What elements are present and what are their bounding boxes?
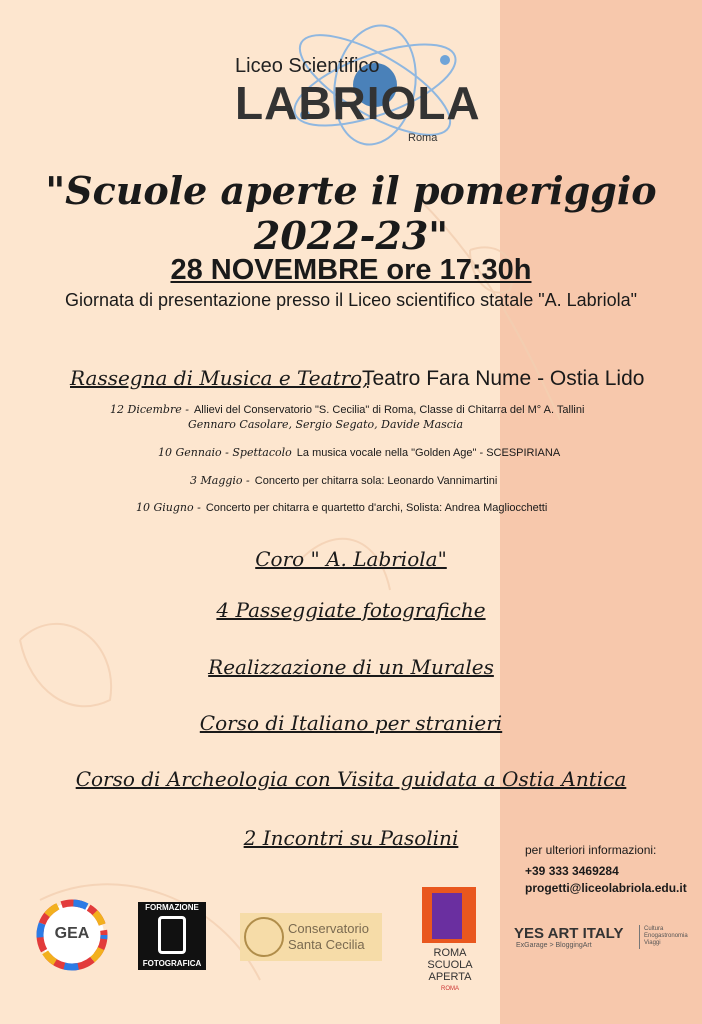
yesart-side: Cultura Enogastronomia Viaggi <box>644 926 688 946</box>
school-logo <box>225 20 481 150</box>
formazione-top: FORMAZIONE <box>145 903 199 912</box>
event-text: Concerto per chitarra e quartetto d'archi, Solista: Andrea Magliocchetti <box>205 502 548 514</box>
activity-item: 4 Passeggiate fotografiche <box>216 598 486 622</box>
roma-scuola-aperta-logo <box>414 887 486 997</box>
roma-text: ROMA SCUOLA APERTA ROMA <box>427 947 473 992</box>
page-title: "Scuole aperte il pomeriggio 2022-23" <box>45 168 657 258</box>
event-date: 12 Dicembre - <box>110 403 189 416</box>
event-row <box>110 403 584 416</box>
event-subtitle: Giornata di presentazione presso il Liceo scientifico statale "A. Labriola" <box>64 290 638 310</box>
formazione-bottom: FOTOGRAFICA <box>142 959 202 968</box>
gea-logo <box>34 897 110 973</box>
event-performers: Gennaro Casolare, Sergio Segato, Davide Mascia <box>188 418 464 431</box>
event-row <box>190 474 497 487</box>
event-text: Allievi del Conservatorio "S. Cecilia" di Roma, Classe di Chitarra del M° A. Tallini <box>193 404 585 416</box>
activity-item: Coro " A. Labriola" <box>255 547 447 571</box>
info-email[interactable]: progetti@liceolabriola.edu.it <box>525 881 687 895</box>
gea-text: GEA <box>54 925 90 942</box>
activity-item: 2 Incontri su Pasolini <box>243 826 459 850</box>
logo-line1: Liceo Scientifico <box>235 55 380 77</box>
formazione-mark-icon <box>158 916 186 954</box>
door-icon <box>422 887 476 943</box>
event-date: 10 Gennaio - Spettacolo <box>158 446 292 459</box>
formazione-logo <box>138 902 206 970</box>
event-row <box>158 446 560 459</box>
event-text: La musica vocale nella "Golden Age" - SCESPIRIANA <box>296 447 561 459</box>
yesart-sub: ExGarage > BloggingArt <box>516 942 592 949</box>
event-date: 10 Giugno - <box>136 501 201 514</box>
rassegna-venue: Teatro Fara Nume - Ostia Lido <box>362 367 645 390</box>
conservatorio-line2: Santa Cecilia <box>288 937 365 952</box>
event-date: 28 NOVEMBRE ore 17:30h <box>170 254 532 286</box>
yesart-text: YES ART ITALY <box>514 925 624 942</box>
logo-line3: Roma <box>408 132 438 144</box>
info-phone[interactable]: +39 333 3469284 <box>525 864 619 878</box>
activity-item: Realizzazione di un Murales <box>208 655 494 679</box>
lyre-icon <box>244 917 284 957</box>
activity-item: Corso di Italiano per stranieri <box>199 711 503 735</box>
event-text: Concerto per chitarra sola: Leonardo Vannimartini <box>254 475 498 487</box>
event-date: 3 Maggio - <box>190 474 250 487</box>
yesart-logo <box>514 925 694 955</box>
info-label: per ulteriori informazioni: <box>525 843 657 857</box>
event-row <box>136 501 547 514</box>
rassegna-label: Rassegna di Musica e Teatro, <box>70 366 369 390</box>
activity-item: Corso di Archeologia con Visita guidata a Ostia Antica <box>75 767 627 791</box>
conservatorio-logo <box>240 913 382 961</box>
logo-line2: LABRIOLA <box>235 77 481 129</box>
conservatorio-line1: Conservatorio <box>288 921 369 936</box>
